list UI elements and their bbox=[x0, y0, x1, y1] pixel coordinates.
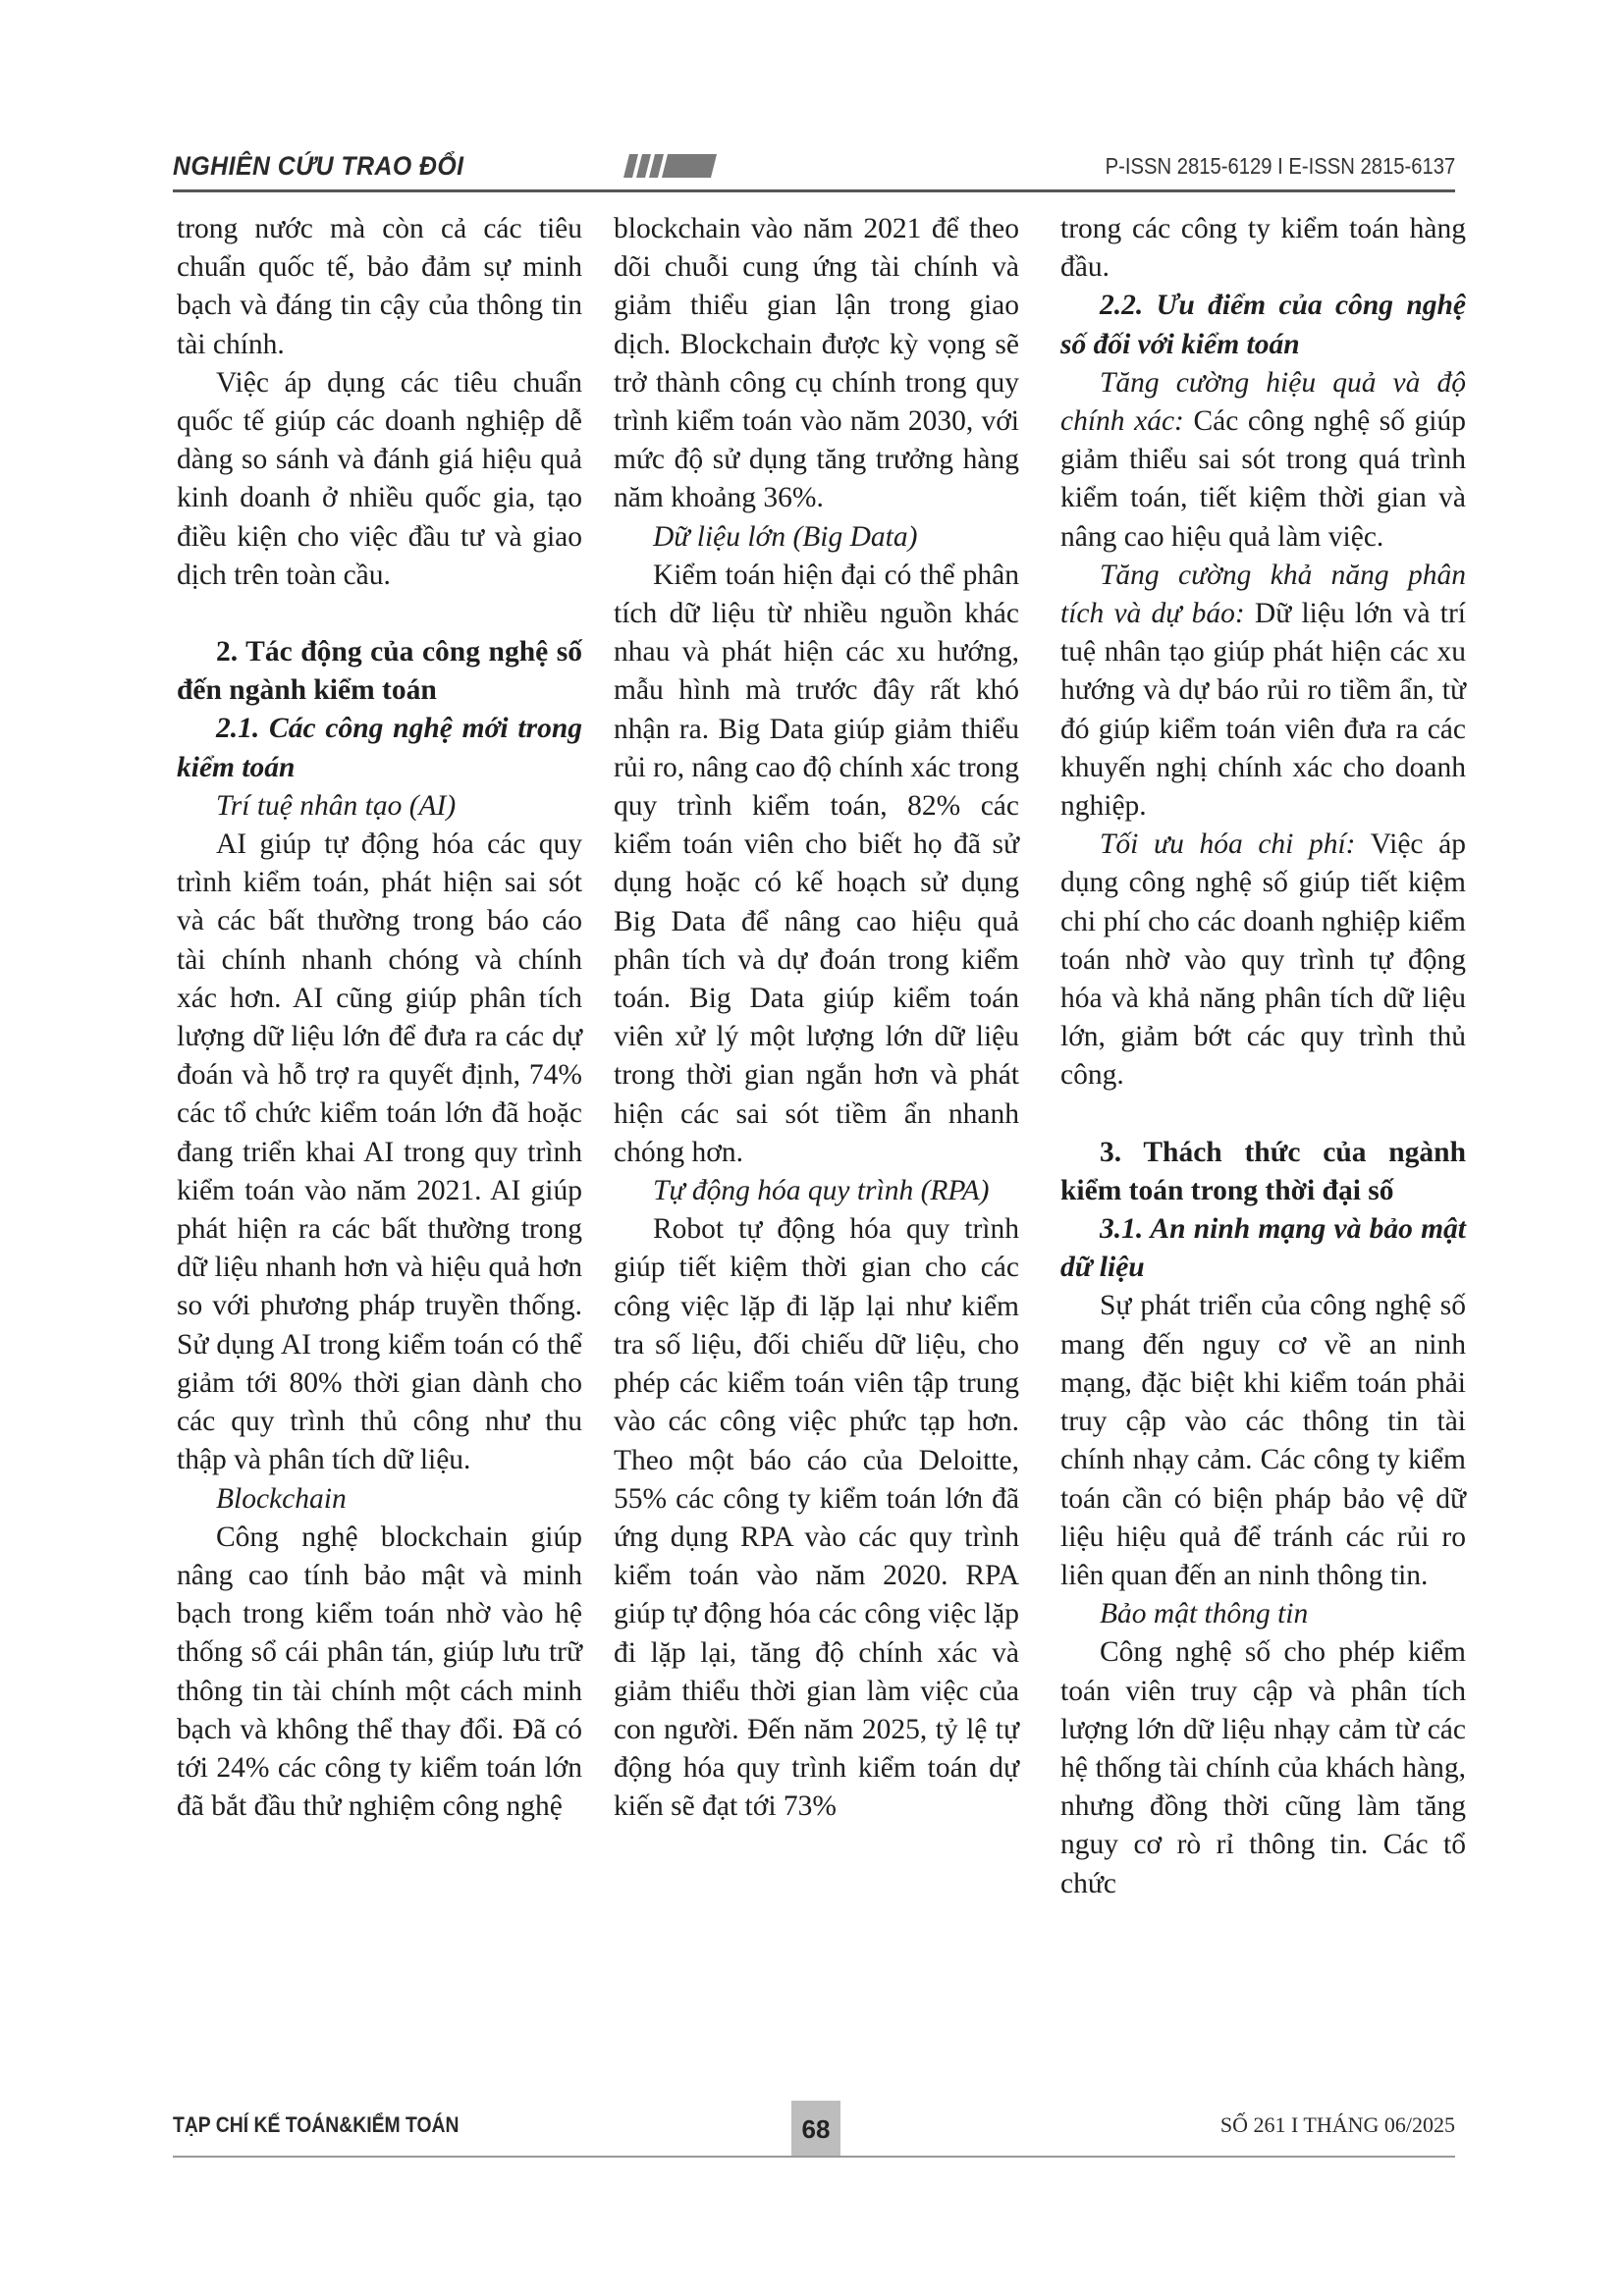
paragraph: Kiểm toán hiện đại có thể phân tích dữ liệu từ nhiều nguồn khác nhau và phát hiện các xu hướng, mẫu hình mà trước đây rất khó nhận ra. Big Data giúp giảm thiểu rủi ro, nâng cao độ chính xác trong quy trình kiểm toán, 82% các kiểm toán viên cho biết họ đã sử dụng hoặc có kế hoạch sử dụng Big Data để nâng cao hiệu quả phân tích và dự đoán trong kiểm toán. Big Data giúp kiểm toán viên xử lý một lượng lớn dữ liệu trong thời gian ngắn hơn và phát hiện các sai sót tiềm ẩn nhanh chóng hơn. bbox=[614, 559, 1019, 1168]
paragraph: Công nghệ blockchain giúp nâng cao tính bảo mật và minh bạch trong kiểm toán nhờ vào hệ thống sổ cái phân tán, giúp lưu trữ thông tin tài chính một cách minh bạch và không thể thay đổi. Đã có tới 24% các công ty kiểm toán lớn đã bắt đầu thử nghiệm công nghệ bbox=[177, 1521, 582, 1823]
paragraph: blockchain vào năm 2021 để theo dõi chuỗi cung ứng tài chính và giảm thiểu gian lận trong giao dịch. Blockchain được kỳ vọng sẽ trở thành công cụ chính trong quy trình kiểm toán vào năm 2030, với mức độ sử dụng tăng trưởng hàng năm khoảng 36%. bbox=[614, 213, 1019, 514]
issn-label: P-ISSN 2815-6129 I E-ISSN 2815-6137 bbox=[1105, 153, 1455, 179]
paragraph: Robot tự động hóa quy trình giúp tiết kiệm thời gian cho các công việc lặp đi lặp lại như kiểm tra số liệu, đối chiếu dữ liệu, cho phép các kiểm toán viên tập trung vào các công việc phức tạp hơn. Theo một báo cáo của Deloitte, 55% các công ty kiểm toán lớn đã ứng dụng RPA vào các quy trình kiểm toán vào năm 2020. RPA giúp tự động hóa các công việc lặp đi lặp lại, tăng độ chính xác và giảm thiểu thời gian làm việc của con người. Đến năm 2025, tỷ lệ tự động hóa quy trình kiểm toán dự kiến sẽ đạt tới 73% bbox=[614, 1213, 1019, 1823]
text-column-2 bbox=[614, 210, 1019, 1827]
header-divider bbox=[173, 189, 1455, 192]
paragraph: Công nghệ số cho phép kiểm toán viên truy cập và phân tích lượng lớn dữ liệu nhạy cảm từ các hệ thống tài chính của khách hàng, nhưng đồng thời cũng làm tăng nguy cơ rò rỉ thông tin. Các tổ chức bbox=[1060, 1636, 1466, 1899]
running-header bbox=[173, 147, 1455, 187]
journal-name: TẠP CHÍ KẾ TOÁN&KIỂM TOÁN bbox=[173, 2112, 460, 2137]
text-column-1 bbox=[177, 210, 582, 1826]
paragraph-text: Các công nghệ số giúp giảm thiểu sai sót trong quá trình kiểm toán, tiết kiệm thời gian và nâng cao hiệu quả làm việc. bbox=[1060, 405, 1466, 553]
page-number: 68 bbox=[791, 2101, 840, 2158]
text-column-3 bbox=[1060, 210, 1466, 1903]
decorative-bars bbox=[626, 154, 714, 178]
paragraph: trong nước mà còn cả các tiêu chuẩn quốc tế, bảo đảm sự minh bạch và đáng tin cậy của thông tin tài chính. bbox=[177, 213, 582, 360]
paragraph: Việc áp dụng các tiêu chuẩn quốc tế giúp các doanh nghiệp dễ dàng so sánh và đánh giá hiệu quả kinh doanh ở nhiều quốc gia, tạo điều kiện cho việc đầu tư và giao dịch trên toàn cầu. bbox=[177, 366, 582, 591]
lead-phrase: Tăng cường hiệu quả và độ chính xác: bbox=[1060, 366, 1466, 438]
section-title: NGHIÊN CỨU TRAO ĐỔI bbox=[173, 151, 464, 181]
paragraph-text: Dữ liệu lớn và trí tuệ nhân tạo giúp phát hiện các xu hướng và dự báo rủi ro tiềm ẩn, từ đó giúp kiểm toán viên đưa ra các khuyến nghị chính xác cho doanh nghiệp. bbox=[1060, 598, 1466, 823]
lead-phrase: Tăng cường khả năng phân tích và dự báo: bbox=[1060, 559, 1466, 630]
topic-heading: Dữ liệu lớn (Big Data) bbox=[653, 520, 918, 553]
topic-heading: Bảo mật thông tin bbox=[1100, 1598, 1309, 1630]
topic-heading: Tự động hóa quy trình (RPA) bbox=[653, 1175, 990, 1207]
subsection-heading: 2.1. Các công nghệ mới trong kiểm toán bbox=[177, 713, 582, 783]
subsection-heading: 3.1. An ninh mạng và bảo mật dữ liệu bbox=[1060, 1213, 1466, 1284]
paragraph: trong các công ty kiểm toán hàng đầu. bbox=[1060, 213, 1466, 284]
lead-phrase: Tối ưu hóa chi phí: bbox=[1100, 828, 1356, 861]
subsection-heading: 2.2. Ưu điểm của công nghệ số đối với kiểm toán bbox=[1060, 290, 1466, 360]
topic-heading: Blockchain bbox=[216, 1482, 347, 1515]
footer-divider bbox=[173, 2156, 1455, 2158]
section-heading: 2. Tác động của công nghệ số đến ngành kiểm toán bbox=[177, 636, 582, 707]
paragraph bbox=[1060, 557, 1466, 826]
issue-label: SỐ 261 I THÁNG 06/2025 bbox=[1219, 2112, 1455, 2137]
paragraph: Sự phát triển của công nghệ số mang đến nguy cơ về an ninh mạng, đặc biệt khi kiểm toán phải truy cập vào các thông tin tài chính nhạy cảm. Các công ty kiểm toán cần có biện pháp bảo vệ dữ liệu hiệu quả để tránh các rủi ro liên quan đến an ninh thông tin. bbox=[1060, 1290, 1466, 1591]
paragraph: AI giúp tự động hóa các quy trình kiểm toán, phát hiện sai sót và các bất thường trong báo cáo tài chính nhanh chóng và chính xác hơn. AI cũng giúp phân tích lượng dữ liệu lớn để đưa ra các dự đoán và hỗ trợ ra quyết định, 74% các tổ chức kiểm toán lớn đã hoặc đang triển khai AI trong quy trình kiểm toán vào năm 2021. AI giúp phát hiện ra các bất thường trong dữ liệu nhanh hơn và hiệu quả hơn so với phương pháp truyền thống. Sử dụng AI trong kiểm toán có thể giảm tới 80% thời gian dành cho các quy trình thủ công như thu thập và phân tích dữ liệu. bbox=[177, 828, 582, 1476]
section-heading: 3. Thách thức của ngành kiểm toán trong thời đại số bbox=[1060, 1136, 1466, 1206]
paragraph bbox=[1060, 364, 1466, 557]
topic-heading: Trí tuệ nhân tạo (AI) bbox=[216, 789, 457, 822]
paragraph bbox=[1060, 826, 1466, 1095]
paragraph-text: Việc áp dụng công nghệ số giúp tiết kiệm chi phí cho các doanh nghiệp kiểm toán nhờ vào quy trình tự động hóa và khả năng phân tích dữ liệu lớn, giảm bớt các quy trình thủ công. bbox=[1060, 828, 1466, 1092]
